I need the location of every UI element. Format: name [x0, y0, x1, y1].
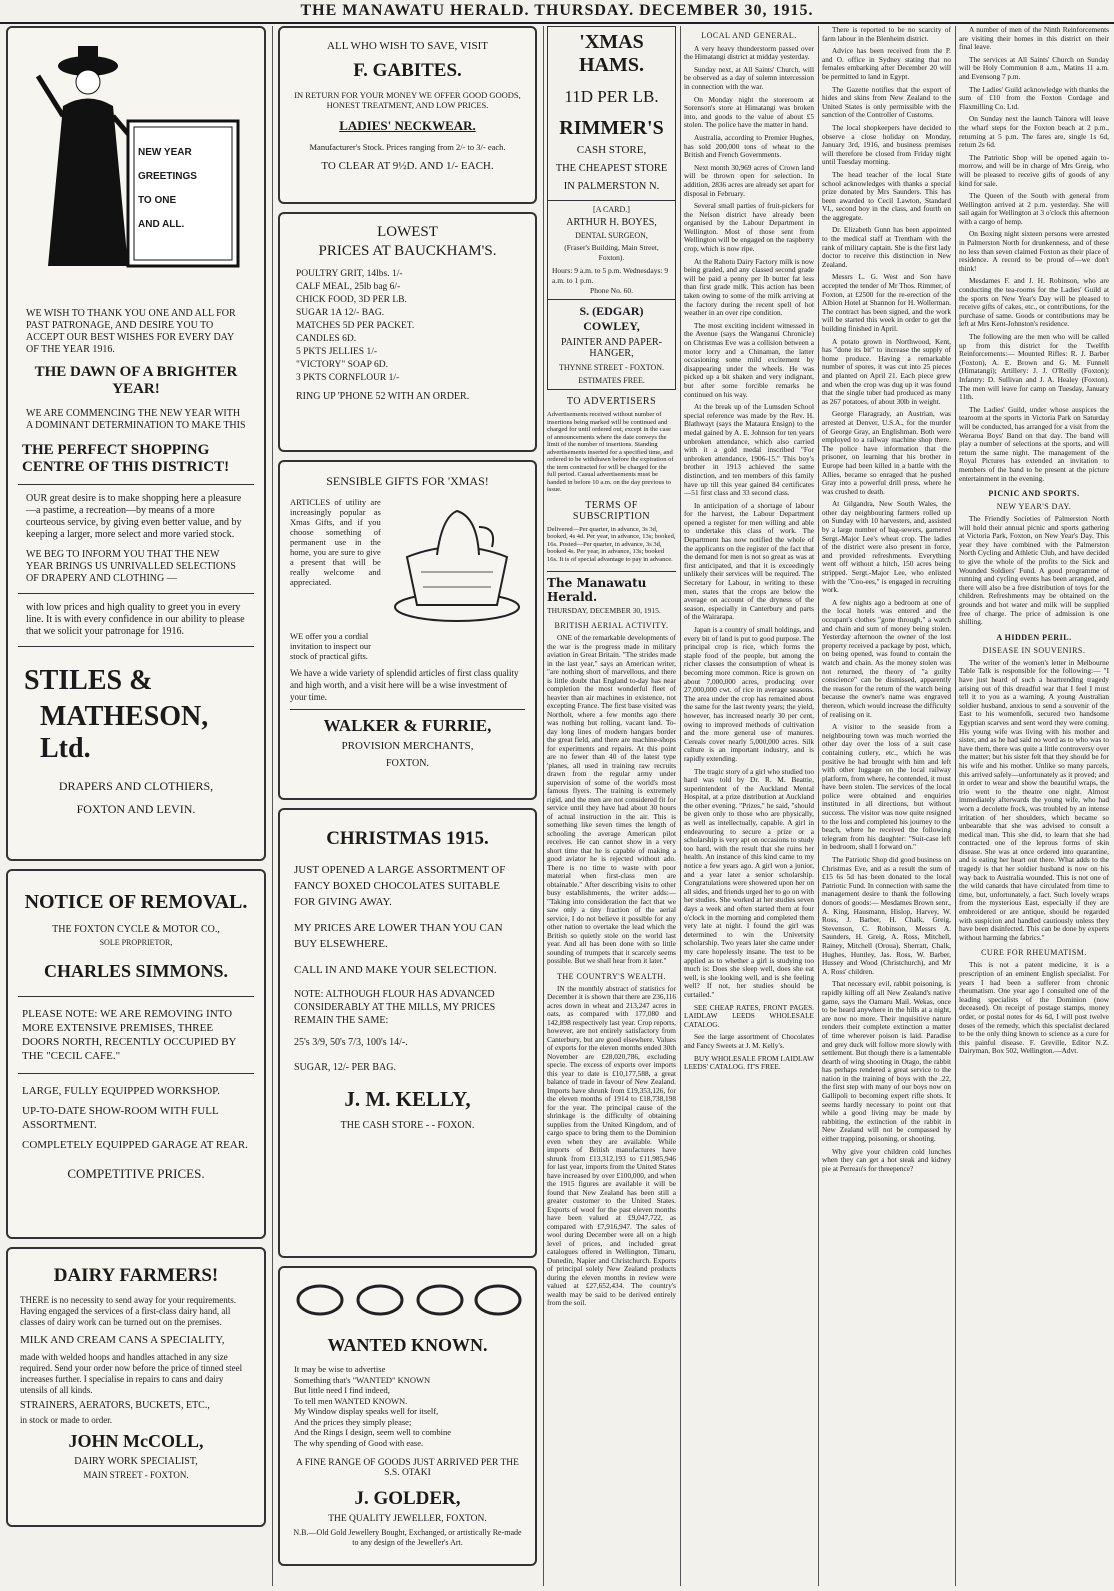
aerial-heading: BRITISH AERIAL ACTIVITY. [554, 621, 669, 630]
golder-name: J. GOLDER, [354, 1488, 461, 1509]
bauckham-ring: RING UP 'PHONE 52 WITH AN ORDER. [296, 391, 470, 402]
rimmer-hams: HAMS. [579, 54, 644, 76]
local-para: Japan is a country of small holdings, and every bit of land is put to good purpose. The principal crop is rice, which forms the staple food of the people, but among the richer classes the consumption of wheat is becoming more common. Rice is grown on about 7,000,000 acres, producing over 27,000,000 cwt. of rice in average seasons. The area under the crop has remained about the same for the last twenty years; the yield, however, has increased nearly 30 per cent, owing to improved methods of cultivation and the more general use of manures. Cereals cover nearly 5,000,000 acres. Silk culture is an important industry, and is rapidly extending. [684, 625, 814, 763]
boyes-card-label: [A CARD.] [593, 205, 630, 214]
bauckham-item: CALF MEAL, 25lb bag 6/- [296, 282, 401, 292]
dairy-farmers-advert [6, 1247, 266, 1527]
news-para: The Queen of the South with general from Wellington arrived at 2 p.m. yesterday. She will sail again for Wellington at 3 o'clock this afternoon with a cargo of hemp. [959, 191, 1109, 226]
bauckham-title: PRICES AT BAUCKHAM'S. [318, 243, 497, 259]
removal-title: NOTICE OF REMOVAL. [24, 891, 248, 913]
news-para: There is reported to be no scarcity of farm labour in the Blenheim district. [822, 26, 951, 43]
kelly-flour: 25's 3/9, 50's 7/3, 100's 14/-. [294, 1037, 408, 1048]
rimmer-cheapest: THE CHEAPEST STORE IN PALMERSTON N. [555, 163, 668, 192]
removal-proprietor-label: SOLE PROPRIETOR, [99, 938, 173, 947]
kelly-christmas-advert [278, 808, 537, 1258]
gabites-neckwear: LADIES' NECKWEAR. [339, 118, 476, 133]
golder-title: WANTED KNOWN. [327, 1335, 488, 1355]
dairy-made: made with welded hoops and handles attached in any size required. Send your order now before the price of tinned steel increases further. I specialise in repairs to cans and dairy utensils of all kinds. [20, 1352, 243, 1395]
peril-text: The writer of the women's letter in Melbourne Table Talk is responsible for the following:— "I have just heard of such a heartrending tragedy arising out of this dreadful war that I feel I must tell it to you as a warning. A young Australian soldier husband, anxious to send a souvenir of the East to his womenfolk, secured two handsome Egyptian scarves and sent word they were coming. His young wife was living with his mother and sister, and as he had said no word as to who was to have them, there was quite a little controversy over the matter; but his sister felt that they should be for his wife and his mother. Unlike so many parcels, this arrived safely—unfortunately as it proved; and in order to wear and show the beautiful wraps, the trio went to the theatre one night. Almost immediately afterwards the young wife, who had worn a decolette frock, was troubled by an intense irritation of her shoulders, which became so unbearable that she was advised to consult a medical man. This she did, to learn that she had contracted one of the leprous forms of skin disease. She was at once ordered into quarantine, and is eating her heart out there. What adds to the tragedy is that her soldier husband is now on his way back to Australia wounded. This is not one of the wild canards that have circulated from time to time, but, unfortunately, a fact. Such lovely wraps from the mysterious East, especially if they are embroidered or are antique, should be regarded with suspicion and handled cautiously unless they have been disinfected. This can be done by experts without harming the fabrics." [959, 657, 1109, 942]
news-para: A potato grown in Northwood, Kent, has "done its bit" to increase the supply of home produce. Having a remarkable number of spores, it was cut into 25 pieces and planted on April 21. Each piece grew and when the crop was dug up it was found that the single tuber had produced as many as 267 potatoes, of about 30lb in weight. [822, 336, 951, 406]
desire-text: OUR great desire is to make shopping here a pleasure—a pastime, a recreation—by means of a more courteous service, by giving even better value, and by keeping a larger, more select and more varied stock. [26, 493, 242, 540]
column-5 [822, 26, 951, 1177]
column-2 [278, 26, 537, 1574]
inform-text: WE BEG TO INFORM YOU THAT THE NEW YEAR BRINGS US UNRIVALLED SELECTIONS OF DRAPERY AND CLOTHING — [26, 549, 236, 584]
company-name: MATHESON, Ltd. [40, 701, 209, 764]
cowley-name: S. (EDGAR) COWLEY, [579, 304, 644, 333]
news-para: The Patriotic Shop did good business on Christmas Eve, and as a result the sum of £15 6s 5d has been donated to the local Patriotic Fund. In connection with same the management desire to thank the following donors of goods:— Mesdames Brown senr., A. King, Hausmann, Hislop, Harvey, W. Ross, J. Barber, H. Chalk, Greig, Stevenson, C. Robinson, Messrs A. Saunders, H. Greig, A. Ross, Mitchell, Rainey, Mitchell (Oroua), Sherratt, Chalk, Hughes, Huntley, Jas. Ross, W. Barber, Hussey and Wood (Christchurch), and Mr A. Ross' children. [822, 855, 951, 976]
paper-title: The Manawatu Herald. [547, 571, 676, 604]
golder-poem-line: It may be wise to advertise [294, 1364, 386, 1374]
bauckham-item: 5 PKTS JELLIES 1/- [296, 347, 378, 357]
dairy-name: JOHN McCOLL, [68, 1431, 204, 1451]
bauckham-advert [278, 212, 537, 452]
news-para: Advice has been received from the P. and O. office in Sydney stating that no females embarking after December 20 will be permitted to land in Egypt. [822, 46, 951, 81]
dairy-strainers: STRAINERS, AERATORS, BUCKETS, ETC., [20, 1400, 210, 1411]
kelly-store: THE CASH STORE - - FOXON. [340, 1120, 475, 1131]
golder-poem-line: The why spending of Good with ease. [294, 1437, 424, 1448]
prices-text: with low prices and high quality to greet you in every line. It is with every confidence in our ability to please that we solicit your patronage for 1916. [26, 602, 245, 637]
kelly-opened: JUST OPENED A LARGE ASSORTMENT OF FANCY BOXED CHOCOLATES SUITABLE FOR GIVING AWAY. [294, 864, 506, 908]
kelly-note: NOTE: ALTHOUGH FLOUR HAS ADVANCED CONSIDERABLY AT THE MILLS, MY PRICES REMAIN THE SAME: [294, 989, 496, 1026]
local-para: See the large assortment of Chocolates and Fancy Sweets at J. M. Kelly's. [684, 1032, 814, 1050]
local-para: Sunday next, at All Saints' Church, will be observed as a day of solemn intercession in connection with the war. [684, 64, 814, 91]
news-para: The following are the men who will be called up from this district for the Twelfth Reinforcements:— Mounted Rifles: R. J. Barber (Foxton), A. E. Brown and G. M. Funnell (Himatangi); Artillery: J. J. O'Reilly (Foxton); Infantry: D. Sullivan and J. A. Healey (Foxton). The men will leave for camp on Tuesday, January 11th. [959, 332, 1109, 402]
dawn-heading: THE DAWN OF A BRIGHTER YEAR! [34, 364, 238, 397]
sign-line: NEW YEAR [138, 147, 192, 158]
golder-poem-line: Something that's "WANTED" KNOWN [294, 1374, 431, 1385]
kelly-lower: MY PRICES ARE LOWER THAN YOU CAN BUY ELSEWHERE. [294, 922, 503, 950]
dairy-milk: MILK AND CREAM CANS A SPECIALITY, [20, 1334, 225, 1346]
paper-date: THURSDAY, DECEMBER 30, 1915. [547, 606, 661, 615]
kelly-title: CHRISTMAS 1915. [326, 828, 489, 849]
news-para: Dr. Elizabeth Gunn has been appointed to the medical staff at Trentham with the rank of military captain. She is the first lady doctor to receive this distinction in New Zealand. [822, 225, 951, 269]
column-rule [543, 26, 544, 1586]
boyes-phone: Phone No. 60. [590, 286, 633, 295]
sign-line: GREETINGS [138, 171, 197, 182]
kelly-sugar: SUGAR, 12/- PER BAG. [294, 1062, 396, 1073]
golder-trade: THE QUALITY JEWELLER, FOXTON. [328, 1514, 487, 1524]
bauckham-item: CANDLES 6D. [296, 334, 357, 344]
dairy-stock: in stock or made to order. [20, 1415, 112, 1425]
column-3 [547, 26, 676, 1312]
removal-note: PLEASE NOTE: WE ARE REMOVING INTO MORE EXTENSIVE PREMISES, THREE DOORS NORTH, RECENTLY OCCUPIED BY THE "CECIL CAFE." [22, 1008, 237, 1062]
rimmer-store: CASH STORE, [576, 144, 647, 156]
company-trade: DRAPERS AND CLOTHIERS, [58, 779, 214, 793]
cowley-advert [547, 300, 676, 390]
advert-illustration [18, 36, 254, 286]
commencing-text: WE ARE COMMENCING THE NEW YEAR WITH A DOMINANT DETERMINATION TO MAKE THIS [26, 408, 246, 431]
company-name: STILES & [24, 665, 153, 696]
gabites-line1: ALL WHO WISH TO SAVE, VISIT [327, 40, 488, 52]
perfect-heading: THE PERFECT SHOPPING CENTRE OF THIS DISTRICT! [22, 442, 230, 475]
advertisers-text: Advertisements received without number of insertions being marked will be continued and charged for until ordered out, except in the case of announcements where the date conveys the limit of the number of insertions. Standing advertisements inserted for a specified time, and ordered to be withdrawn before the expiration of the term contracted for will be charged for the full period. Casual advertisements must be handed in before 10 a.m. on the day previous to issue. [547, 411, 674, 493]
news-para: Why give your children cold lunches when they can get a hot steak and kidney pie at Perreau's for threepence? [822, 1146, 951, 1173]
bauckham-title: LOWEST [377, 224, 438, 240]
removal-item: LARGE, FULLY EQUIPPED WORKSHOP. [22, 1085, 220, 1097]
news-para: The Ladies' Guild, under whose auspices the tearoom at the sports in Victoria Park on Saturday will be conducted, has arranged for a visit from the Weraroa Boys' Band on that day. The band will play a number of selections at the sports, and will return the same night. The management of the Royal Pictures has extended an invitation to members of the band to be present at the picture entertainment in the evening. [959, 404, 1109, 483]
news-para: The services at All Saints' Church on Sunday will be Holy Communion 8 a.m., Matins 11 a.m. and Evensong 7 p.m. [959, 54, 1109, 81]
dairy-intro: THERE is no necessity to send away for your requirements. Having engaged the services of a first-class dairy hand, all classes of dairy work can be turned out on the premises. [20, 1295, 236, 1327]
picnic-heading: PICNIC AND SPORTS. [988, 489, 1080, 499]
peril-heading: A HIDDEN PERIL. [996, 632, 1072, 642]
column-rule [272, 26, 273, 1586]
dairy-address: MAIN STREET - FOXTON. [83, 1470, 189, 1480]
news-para: On Sunday next the launch Tainora will leave the wharf steps for the Foxton beach at 2 p.m., returning at 5 p.m. The fares are, single 1s 6d, return 2s 6d. [959, 114, 1109, 150]
golder-poem-line: But little need I find indeed, [294, 1385, 390, 1395]
thanks-text: WE WISH TO THANK YOU ONE AND ALL FOR PAST PATRONAGE, AND DESIRE YOU TO ACCEPT OUR BEST WISHES FOR EVERY DAY OF THE YEAR 1916. [26, 308, 236, 355]
bauckham-item: SUGAR 1A 12/- BAG. [296, 308, 385, 318]
cure-heading: CURE FOR RHEUMATISM. [981, 948, 1087, 958]
removal-competitive: COMPETITIVE PRICES. [67, 1166, 205, 1181]
cure-text: This is not a patent medicine, it is a prescription of an eminent English specialist. For years I had been a sufferer from chronic rheumatism. One year ago I consulted one of the leading specialists of the Dominion (now deceased). On receipt of postage stamps, money order, or postal notes for 4s 6d, I will post twelve doses of the remedy, which this specialist declared to be the only thing known to science as a cure for this painful disease. F. Greville, Editor N.Z. Dairyman, Box 502, Wellington.—Advt. [959, 960, 1109, 1056]
stiles-matheson-advert [6, 26, 266, 861]
terms-heading: TERMS OF SUBSCRIPTION [572, 499, 651, 522]
column-6 [959, 26, 1109, 1060]
news-para: At Gilgandra, New South Wales, the other day neighbouring farmers rolled up on Sunday with 10 harvesters, and, assisted by a large number of bag-sewers, garnered Sergt.-Major Lee's wheat crop. The ladies of the district were also present in force, and provided refreshments. Everything went off without a hitch, 150 acres being stripped. Sergt.-Major Lee, who enlisted with the "Coo-ees," is engaged in recruiting work. [822, 499, 951, 595]
boyes-address: (Fraser's Building, Main Street, Foxton). [564, 243, 659, 262]
news-para: The Ladies' Guild acknowledge with thanks the sum of £10 from the Foxton Cordage and Flaxmilling Co. Ltd. [959, 84, 1109, 111]
dairy-specialist: DAIRY WORK SPECIALIST, [74, 1456, 198, 1467]
walker-offer: WE offer you a cordial invitation to inspect our stock of practical gifts. [290, 631, 371, 661]
kelly-name: J. M. KELLY, [344, 1087, 471, 1111]
news-para: A number of men of the Ninth Reinforcements are visiting their homes in this district on their final leave. [959, 26, 1109, 52]
aerial-text: ONE of the remarkable developments of the war is the progress made in military aviation in Great Britain. "The strides made in the last year," says an American writer, "are nothing short of marvellous, and there is little doubt that England to-day has near completion the most wonderful fleet of heavier than air machines in existence, not excepting France. The first base visited was Northolt, where a few months ago there was nothing but rolling, vacant land. To-day long lines of modern hangars border the great field, and there are machine-shops for experiments and repairs. At this point are no fewer than 40 of the latest type 'planes, all used in training raw recruits drawn from the regular army under supervision of some of the world's most famous flyers. The training is extremely rigid, and the men are not considered fit for service until they have had about 30 hours of actual instruction in the air. This is something like seven times the length of schooling the average American pilot receives. He can cannot show in a very short time that he is capable of making a good aviator he is rejected without ado. There is no time to waste with poor material when first-class men are obtainable." After describing visits to other busy establishments, the writer adds:— "Taking into consideration the fact that we saw only a tiny fraction of the aerial service, I do not believe it possible for any other nation to overtake the lead which the British so quietly stole on the world last year. And all has been done with so little sounding of trumpets that it scarcely seems possible. But we shall hear from it later." [547, 633, 676, 965]
rimmer-name: RIMMER'S [559, 117, 664, 139]
boyes-name: ARTHUR H. BOYES, [566, 217, 657, 228]
gabites-name: F. GABITES. [353, 60, 462, 81]
boyes-hours: Hours: 9 a.m. to 5 p.m. Wednesdays: 9 a.m. to 1 p.m. [552, 266, 669, 285]
walker-variety: We have a wide variety of splendid articles of first class quality and high worth, and a visit here will be a wise investment of your time. [290, 668, 519, 702]
walker-articles: ARTICLES of utility are increasingly popular as Xmas Gifts, and if you choose something of permanent use in the home, you are sure to give a present that will be really welcome and appreciated. [290, 497, 381, 587]
local-para: On Monday night the storeroom at Sorenson's store at Himatangi was broken into, and goods to the value of about £5 stolen. The police have the matter in hand. [684, 94, 814, 130]
walker-town: FOXTON. [386, 758, 429, 769]
walker-title: SENSIBLE GIFTS FOR 'XMAS! [326, 474, 489, 488]
sign-line: TO ONE [138, 195, 177, 206]
walker-name: WALKER & FURRIE, [323, 716, 492, 735]
removal-notice-advert [6, 869, 266, 1239]
removal-company: THE FOXTON CYCLE & MOTOR CO., [52, 924, 220, 935]
news-para: The head teacher of the local State school acknowledges with thanks a special prize donated by Mrs Saunders. This has been awarded to Cecil Lawton, Standard VI., second boy in the class, and fourth on the aggregate. [822, 169, 951, 222]
removal-item: COMPLETELY EQUIPPED GARAGE AT REAR. [22, 1139, 248, 1151]
rimmer-price: 11D PER LB. [564, 87, 659, 106]
news-para: A visitor to the seaside from a neighbouring town was much worried the other day over the loss of a suit case containing cutlery, etc., which he was positive he had brought with him and left with other luggage on the local railway platform, from where, he contended, it must have been stolen. The services of the local police were obtained and enquiries instituted in all directions, but without success. The visitor was now quite resigned to the loss and completed his journey to the beach, where he received the following telegram from his daughter: "Suit-case left in bedroom, shall I forward on." [822, 722, 951, 852]
news-para: A few nights ago a bedroom at one of the local hotels was entered and the occupant's clothes "gone through," a watch and chain and sum of money being stolen. Yesterday afternoon the owner of the lost property received a package by post, which, on being opened, was found to contain the watch and chain. As the money stolen was not returned, the theory of "a guilty conscience" can be dismissed, apparently the reason for the return of the watch being because the owner's name was engraved thereon, which would increase the difficulty of realising on it. [822, 597, 951, 719]
dairy-title: DAIRY FARMERS! [53, 1265, 219, 1286]
news-para: The Patriotic Shop will be opened again to-morrow, and will be in charge of Mrs Greig, who will be pleased to receive gifts of goods of any kind for sale. [959, 152, 1109, 188]
golder-poem-line: My Window display speaks well for itself, [294, 1406, 439, 1416]
gabites-stock: Manufacturer's Stock. Prices ranging from 2/- to 3/- each. [309, 142, 506, 152]
local-para: BUY WHOLESALE FROM LAIDLAW LEEDS' CATALOG. IT'S FREE. [684, 1053, 814, 1072]
masthead: THE MANAWATU HERALD. THURSDAY. DECEMBER 30, 1915. [0, 0, 1114, 24]
peril-subheading: DISEASE IN SOUVENIRS. [982, 645, 1086, 655]
column-4 [684, 26, 814, 1076]
column-rule [955, 26, 956, 1586]
bauckham-item: POULTRY GRIT, 14lbs. 1/- [296, 269, 403, 279]
news-para: The Gazette notifies that the export of hides and skins from New Zealand to the United States is only permissible with the sanction of the Controller of Customs. [822, 84, 951, 120]
gabites-advert [278, 26, 537, 204]
local-para: Several small parties of fruit-pickers for the Nelson district have already been organised by the Labour Department in Wellington. Most of those sent from Wellington will be engaged on the raspberry crop, which is now ripe. [684, 201, 814, 254]
picnic-text: The Friendly Societies of Palmerston North will hold their annual picnic and sports gathering at Victoria Park, Foxton, on New Year's Day. This year they have combined with the Palmerston North Cycling and Athletic Club, and have decided to give the whole of the profits to the Sick and Wounded Soldiers' Fund. A good programme of running and cycling events has been arranged, and there will also be a free distribution of toys for the children. Refreshments may be obtained on the grounds and hot water and milk will be supplied free of charge. The price of admission is one shilling. [959, 514, 1109, 627]
removal-proprietor: CHARLES SIMMONS. [43, 961, 229, 981]
golder-poem-line: And the prices they simply please; [294, 1416, 412, 1427]
bauckham-item: CHICK FOOD, 3D PER LB. [296, 295, 407, 305]
cowley-trade: PAINTER AND PAPER-HANGER, [561, 337, 662, 359]
local-para: In anticipation of a shortage of labour for the harvest, the Labour Department opened a register for men willing and able to undertake this class of work. The Department has now notified the whole of the applicants on the register of the fact that the demand for men is not so great as was at first anticipated, and that it is exceedingly unlikely their services will be required. The Secretary for Labour, in writing to these men, states that the crops are below the average on account of the dryness of the season, especially in Canterbury and parts of the Wairarapa. [684, 500, 814, 622]
gabites-clear: TO CLEAR AT 9½D. AND 1/- EACH. [321, 160, 494, 172]
sign-line: AND ALL. [138, 219, 185, 230]
rimmer-xmas: 'XMAS [579, 31, 644, 53]
walker-furrie-advert [278, 460, 537, 800]
gabites-return: IN RETURN FOR YOUR MONEY WE OFFER GOOD GOODS, HONEST TREATMENT, AND LOW PRICES. [294, 90, 521, 110]
picnic-subheading: NEW YEAR'S DAY. [996, 502, 1072, 512]
bauckham-item: 3 PKTS CORNFLOUR 1/- [296, 373, 400, 383]
news-para: The local shopkeepers have decided to observe a close holiday on Monday, January 3rd, 1916, and business premises will therefore be closed from Friday night until Tuesday morning. [822, 122, 951, 167]
jewellery-rings-icon [290, 1276, 526, 1324]
cowley-address: THYNNE STREET - FOXTON. [558, 363, 665, 372]
local-heading: LOCAL AND GENERAL. [701, 31, 797, 40]
news-para: Messrs L. G. West and Son have accepted the tender of Mr Thos. Rimmer, of Foxton, at £2500 for the re-erection of the Albion Hotel at Shannon for H. Wollerman. The contract has been signed, and the work will be started this week in order to get the building finished in April. [822, 272, 951, 333]
golder-nb: N.B.—Old Gold Jewellery Bought, Exchanged, or artistically Re-made to any design of the Jeweller's Art. [293, 1528, 522, 1547]
bauckham-item: MATCHES 5D PER PACKET. [296, 321, 415, 331]
rimmer-advert [547, 26, 676, 201]
news-para: George Flaragrady, an Austrian, was arrested at Denver, U.S.A., for the murder of George Gray, an Englishman. Both were employed to a railway machine shop there. The police have information that the prisoner, on learning that his brother in Europe had been killed in a battle with the Allies, became so enraged that he pushed Gray into a powerful drill press, where he was crushed to death. [822, 409, 951, 496]
local-para: SEE CHEAP RATES, FRONT PAGES. LAIDLAW LEEDS WHOLESALE CATALOG. [684, 1002, 814, 1029]
golder-poem-line: To tell men WANTED KNOWN. [294, 1395, 408, 1406]
local-para: A very heavy thunderstorm passed over the Himatangi district at midday yesterday. [684, 43, 814, 62]
local-para: At the break up of the Lumsden School special reference was made by the Rev. H. Blathwayt (says the Mataura Ensign) to the medal gained by A. E. Johnson for ten years unbroken attendance, which also carried with it a gold medal inscribed "For unbroken attendance, 1906-15." This boy's brother in 1913 achieved the same distinction, and ten members of this family have up till this year gained 84 certificates—51 first class and 33 second class. [684, 402, 814, 498]
kelly-call: CALL IN AND MAKE YOUR SELECTION. [294, 964, 497, 976]
news-para: That necessary evil, rabbit poisoning, is rapidly killing off all New Zealand's native game, says the Oamaru Mail. Wekas, once to be heard anywhere in the hills at a night, are now no more. Their inquisitive nature renders their complete extinction a matter of time wherever poison is laid. Paradise and grey duck will follow more slowly with settlement. But though there is a lamentable dearth of wing shooting in Otago, the rabbit has perhaps rendered a great service to the nation in the training of boys with the .22, the first step with many of our boys now on Gallipoli to becoming expert rifle shots. It seems hardly necessary to point out that while a good living may be made by rabbiting, the extinction of the rabbit in New Zealand will not be compassed by either trapping, poisoning, or shooting. [822, 979, 951, 1144]
advertisers-heading: TO ADVERTISERS [566, 396, 657, 407]
news-para: On Boxing night sixteen persons were arrested in Palmerston North for drunkenness, and of these no less than seven claimed Foxton as their place of residence. A record to be proud of—we don't think! [959, 229, 1109, 273]
company-towns: FOXTON AND LEVIN. [76, 802, 196, 816]
bauckham-item: "VICTORY" SOAP 6D. [296, 360, 388, 370]
cowley-estimates: ESTIMATES FREE. [578, 376, 645, 385]
walker-trade: PROVISION MERCHANTS, [341, 740, 474, 752]
local-para: The tragic story of a girl who studied too hard was told by Dr. R. M. Beattie, superintendent of the Auckland Mental Hospital, at a prize distribution at Auckland the other evening. "Prizes," he said, "should be given only to those who are physically, as well as intellectually, capable. A girl in endeavouring to secure a prize or a scholarship is very apt on occasions to study too hard, with the result that she ruins her health. An instance of this kind came to my notice a few years ago. A girl won a junior, and a year later a senior scholarship. Congratulations were showered upon her on all sides, and friends urged her to go on with her studies. She worked at her studies seven days a week and often started them at four o'clock in the morning and completed them very late at night. I found the girl was determined to win the University scholarship. Two years later she came under my care hopelessly insane. The test to be applied as to whether a girl is studying too much is: Does she sleep well, does she eat well, is she looking well, and is she feeling well? If not, her studies should be curtailed." [684, 766, 814, 999]
removal-item: UP-TO-DATE SHOW-ROOM WITH FULL ASSORTMENT. [22, 1105, 219, 1131]
terms-text: Delivered—Per quarter, in advance, 3s 3d, booked, 4s 4d. Per year, in advance, 13s; booked, 16s. Posted—Per quarter, in advance, 3s 3d, booked 4s. Per year, in advance, 13s; booked 16s. It is of special advantage to pay in advance. [547, 525, 676, 563]
golder-range: A FINE RANGE OF GOODS JUST ARRIVED PER THE S.S. OTAKI [296, 1458, 519, 1478]
boyes-title: DENTAL SURGEON, [575, 231, 648, 240]
golder-advert [278, 1266, 537, 1566]
column-rule [680, 26, 681, 1586]
column-rule [818, 26, 819, 1586]
wealth-text: IN the monthly abstract of statistics for December it is shown that there are 236,116 acres down in wheat and 213,247 acres in oats, as compared with 177,080 and 142,898 respectively last year. Crop reports, however, are not entirely satisfactory from Canterbury, but are good elsewhere. Values of exports for the eleven months ended 30th November are £28,020,786, excluding specie. The excess of exports over imports this year to date is £10,177,588, a great balance of trade in favour of New Zealand. Imports have shrunk from £19,353,126, for the eleven months of 1914 to £18,738,198 for the year. The principal cause of the shrinkage is the difficulty of obtaining supplies from the United Kingdom, and of cargo space to bring them to the Dominion even when they are available. While imports of British manufactures have shrunk from £13,312,193 to £11,985,946 for last year, imports from the United States have increased by over £100,000, and when the 1915 figures are available it will be found that New Zealand has been still a greater customer to the United States. Exports of wool for the past eleven months have been valued at £9,047,722, as compared with £7,916,947. The sales of wool during December were all on a high level of prices, and included great catalogues offered in Wellington, Timaru, Dunedin, Napier and Christchurch. Exports of principal solely New Zealand products during the eleven months in review were valued at £27,652,434. The country's wealth may be said to be derived entirely from the soil. [547, 983, 676, 1307]
washstand-set-icon [387, 497, 525, 627]
local-para: The most exciting incident witnessed in the Avenue (says the Wanganui Chronicle) on Christmas Eve was a collision between a motor lorry and a Chinaman, the latter occasioning some mild excitement by disappearing under the wheels. He was picked up a bit shaken and very indignant, but after some forcible remarks he continued on his way. [684, 320, 814, 399]
local-para: At the Rahotu Dairy Factory milk is now being graded, and any classed second grade will be paid a penny per lb butter fat less than first grade milk. This action has been taken owing to some of the milk arriving at the factory during the recent spell of hot weather in an over ripe condition. [684, 256, 814, 318]
local-para: Australia, according to Premier Hughes, has sold 200,000 tons of wheat to the British and French Governments. [684, 132, 814, 160]
golder-poem-line: And the Rings I design, seem well to combine [294, 1427, 451, 1437]
column-1 [6, 26, 266, 1535]
local-para: Next month 30,969 acres of Crown land will be thrown open for selection. In addition, 2836 acres are already set apart for disposal in February. [684, 162, 814, 198]
wealth-heading: THE COUNTRY'S WEALTH. [556, 971, 667, 981]
news-para: Mesdames F. and J. H. Robinson, who are conducting the tea-rooms for the Ladies' Guild at the sports on New Year's Day will be pleased to receive gifts of cakes, etc., or contributions, for the purchase of same. Goods or contributions may be left at Mrs Kent-Johnston's residence. [959, 276, 1109, 329]
boyes-card [547, 201, 676, 300]
